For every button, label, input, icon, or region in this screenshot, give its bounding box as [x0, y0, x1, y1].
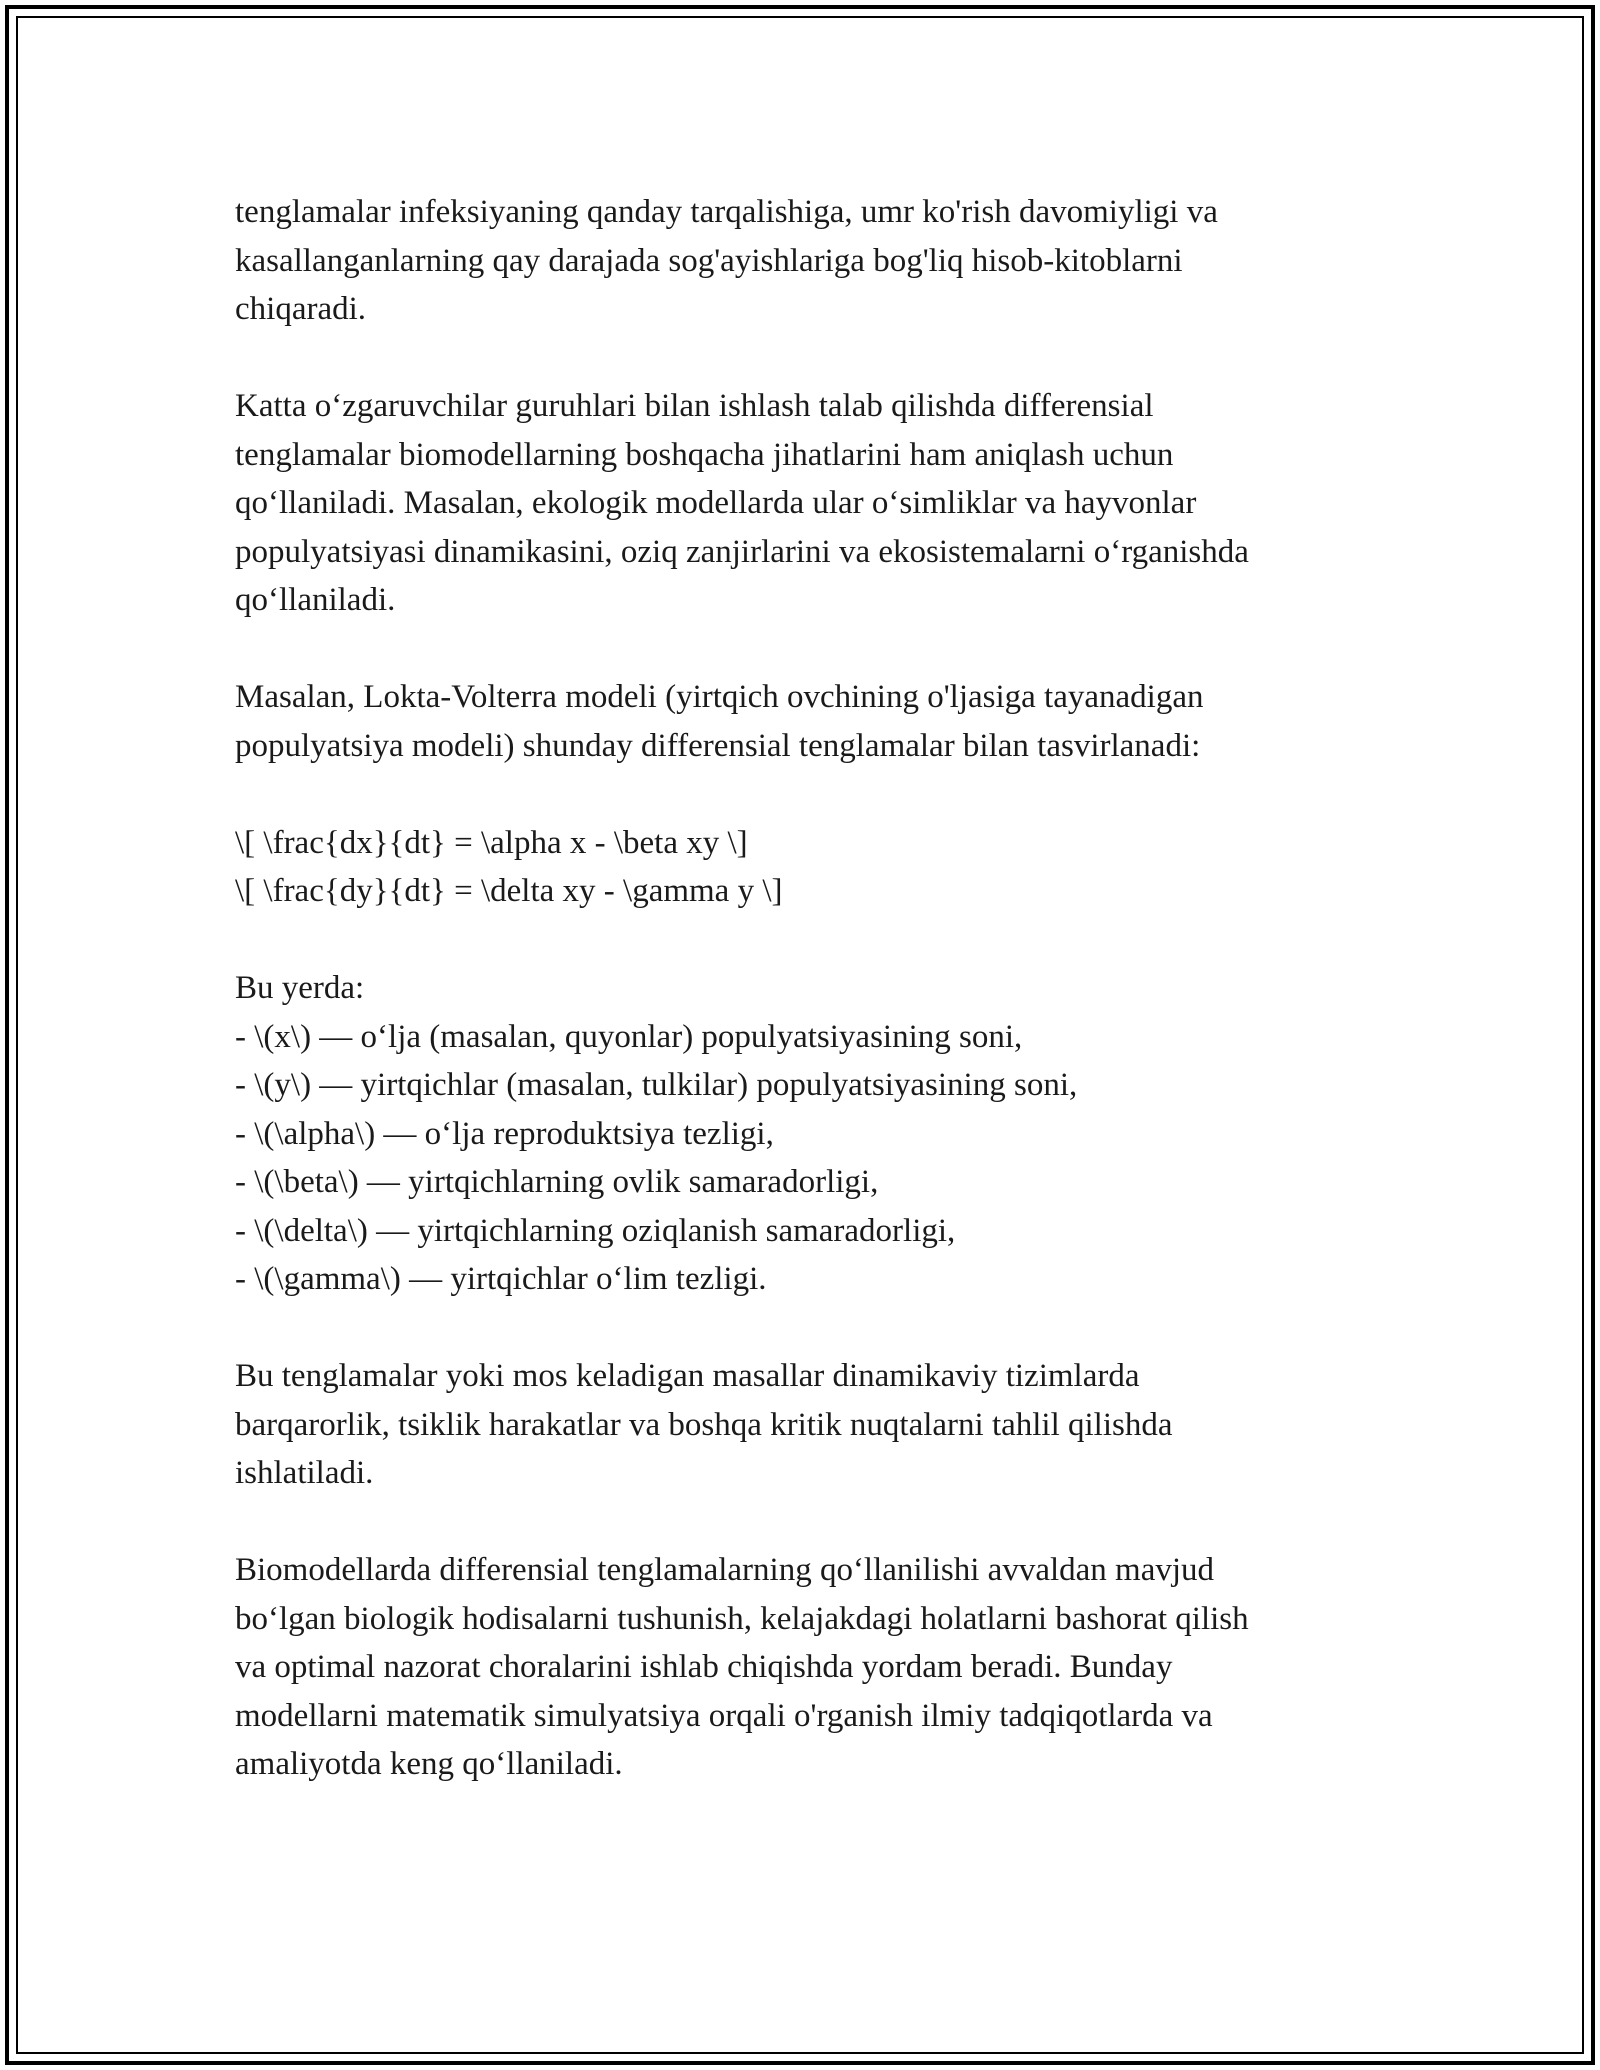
- text-line: populyatsiya modeli) shunday differensial tenglamalar bilan tasvirlanadi:: [235, 727, 1201, 764]
- text-line: barqarorlik, tsiklik harakatlar va boshqa kritik nuqtalarni tahlil qilishda: [235, 1406, 1173, 1443]
- text-line: Biomodellarda differensial tenglamalarning qo‘llanilishi avvaldan mavjud: [235, 1552, 1215, 1588]
- text-line: va optimal nazorat choralarini ishlab chiqishda yordam beradi. Bunday: [235, 1649, 1173, 1685]
- text-line: tenglamalar infeksiyaning qanday tarqalishiga, umr ko'rish davomiyligi va: [235, 194, 1218, 230]
- text-line: qo‘llaniladi. Masalan, ekologik modellarda ular o‘simliklar va hayvonlar: [235, 485, 1197, 521]
- definition-item: - \(\gamma\) — yirtqichlar o‘lim tezligi.: [235, 1261, 767, 1297]
- text-line: bo‘lgan biologik hodisalarni tushunish, kelajakdagi holatlarni bashorat qilish: [235, 1600, 1249, 1637]
- definition-item: - \(\beta\) — yirtqichlarning ovlik samaradorligi,: [235, 1164, 879, 1200]
- equations-block: [235, 819, 1385, 916]
- variable-definitions: [235, 964, 1385, 1304]
- paragraph-ecological-models: [235, 382, 1385, 625]
- text-line: populyatsiyasi dinamikasini, oziq zanjirlarini va ekosistemalarni o‘rganishda: [235, 533, 1249, 570]
- text-line: ishlatiladi.: [235, 1455, 374, 1491]
- definitions-heading: Bu yerda:: [235, 970, 365, 1006]
- text-line: chiqaradi.: [235, 291, 367, 327]
- definition-item: - \(\alpha\) — o‘lja reproduktsiya tezligi,: [235, 1115, 774, 1152]
- paragraph-lotka-volterra-intro: [235, 673, 1385, 770]
- text-line: kasallanganlarning qay darajada sog'ayishlariga bog'liq hisob-kitoblarni: [235, 242, 1183, 279]
- definition-item: - \(\delta\) — yirtqichlarning oziqlanish samaradorligi,: [235, 1212, 956, 1249]
- equation-prey: \[ \frac{dx}{dt} = \alpha x - \beta xy \]: [235, 824, 748, 861]
- paragraph-infection-models: [235, 188, 1385, 334]
- text-line: Masalan, Lokta-Volterra modeli (yirtqich ovchining o'ljasiga tayanadigan: [235, 679, 1204, 715]
- text-line: amaliyotda keng qo‘llaniladi.: [235, 1746, 623, 1782]
- equation-predator: \[ \frac{dy}{dt} = \delta xy - \gamma y \]: [235, 873, 783, 909]
- definition-item: - \(x\) — o‘lja (masalan, quyonlar) populyatsiyasining soni,: [235, 1018, 1023, 1055]
- text-line: Katta o‘zgaruvchilar guruhlari bilan ishlash talab qilishda differensial: [235, 388, 1154, 424]
- document-body: [235, 188, 1385, 1837]
- definition-item: - \(y\) — yirtqichlar (masalan, tulkilar) populyatsiyasining soni,: [235, 1067, 1078, 1103]
- paragraph-stability-analysis: [235, 1352, 1385, 1498]
- text-line: Bu tenglamalar yoki mos keladigan masallar dinamikaviy tizimlarda: [235, 1358, 1140, 1394]
- text-line: tenglamalar biomodellarning boshqacha jihatlarini ham aniqlash uchun: [235, 436, 1174, 473]
- paragraph-conclusion: [235, 1546, 1385, 1789]
- text-line: qo‘llaniladi.: [235, 582, 396, 618]
- text-line: modellarni matematik simulyatsiya orqali o'rganish ilmiy tadqiqotlarda va: [235, 1697, 1213, 1734]
